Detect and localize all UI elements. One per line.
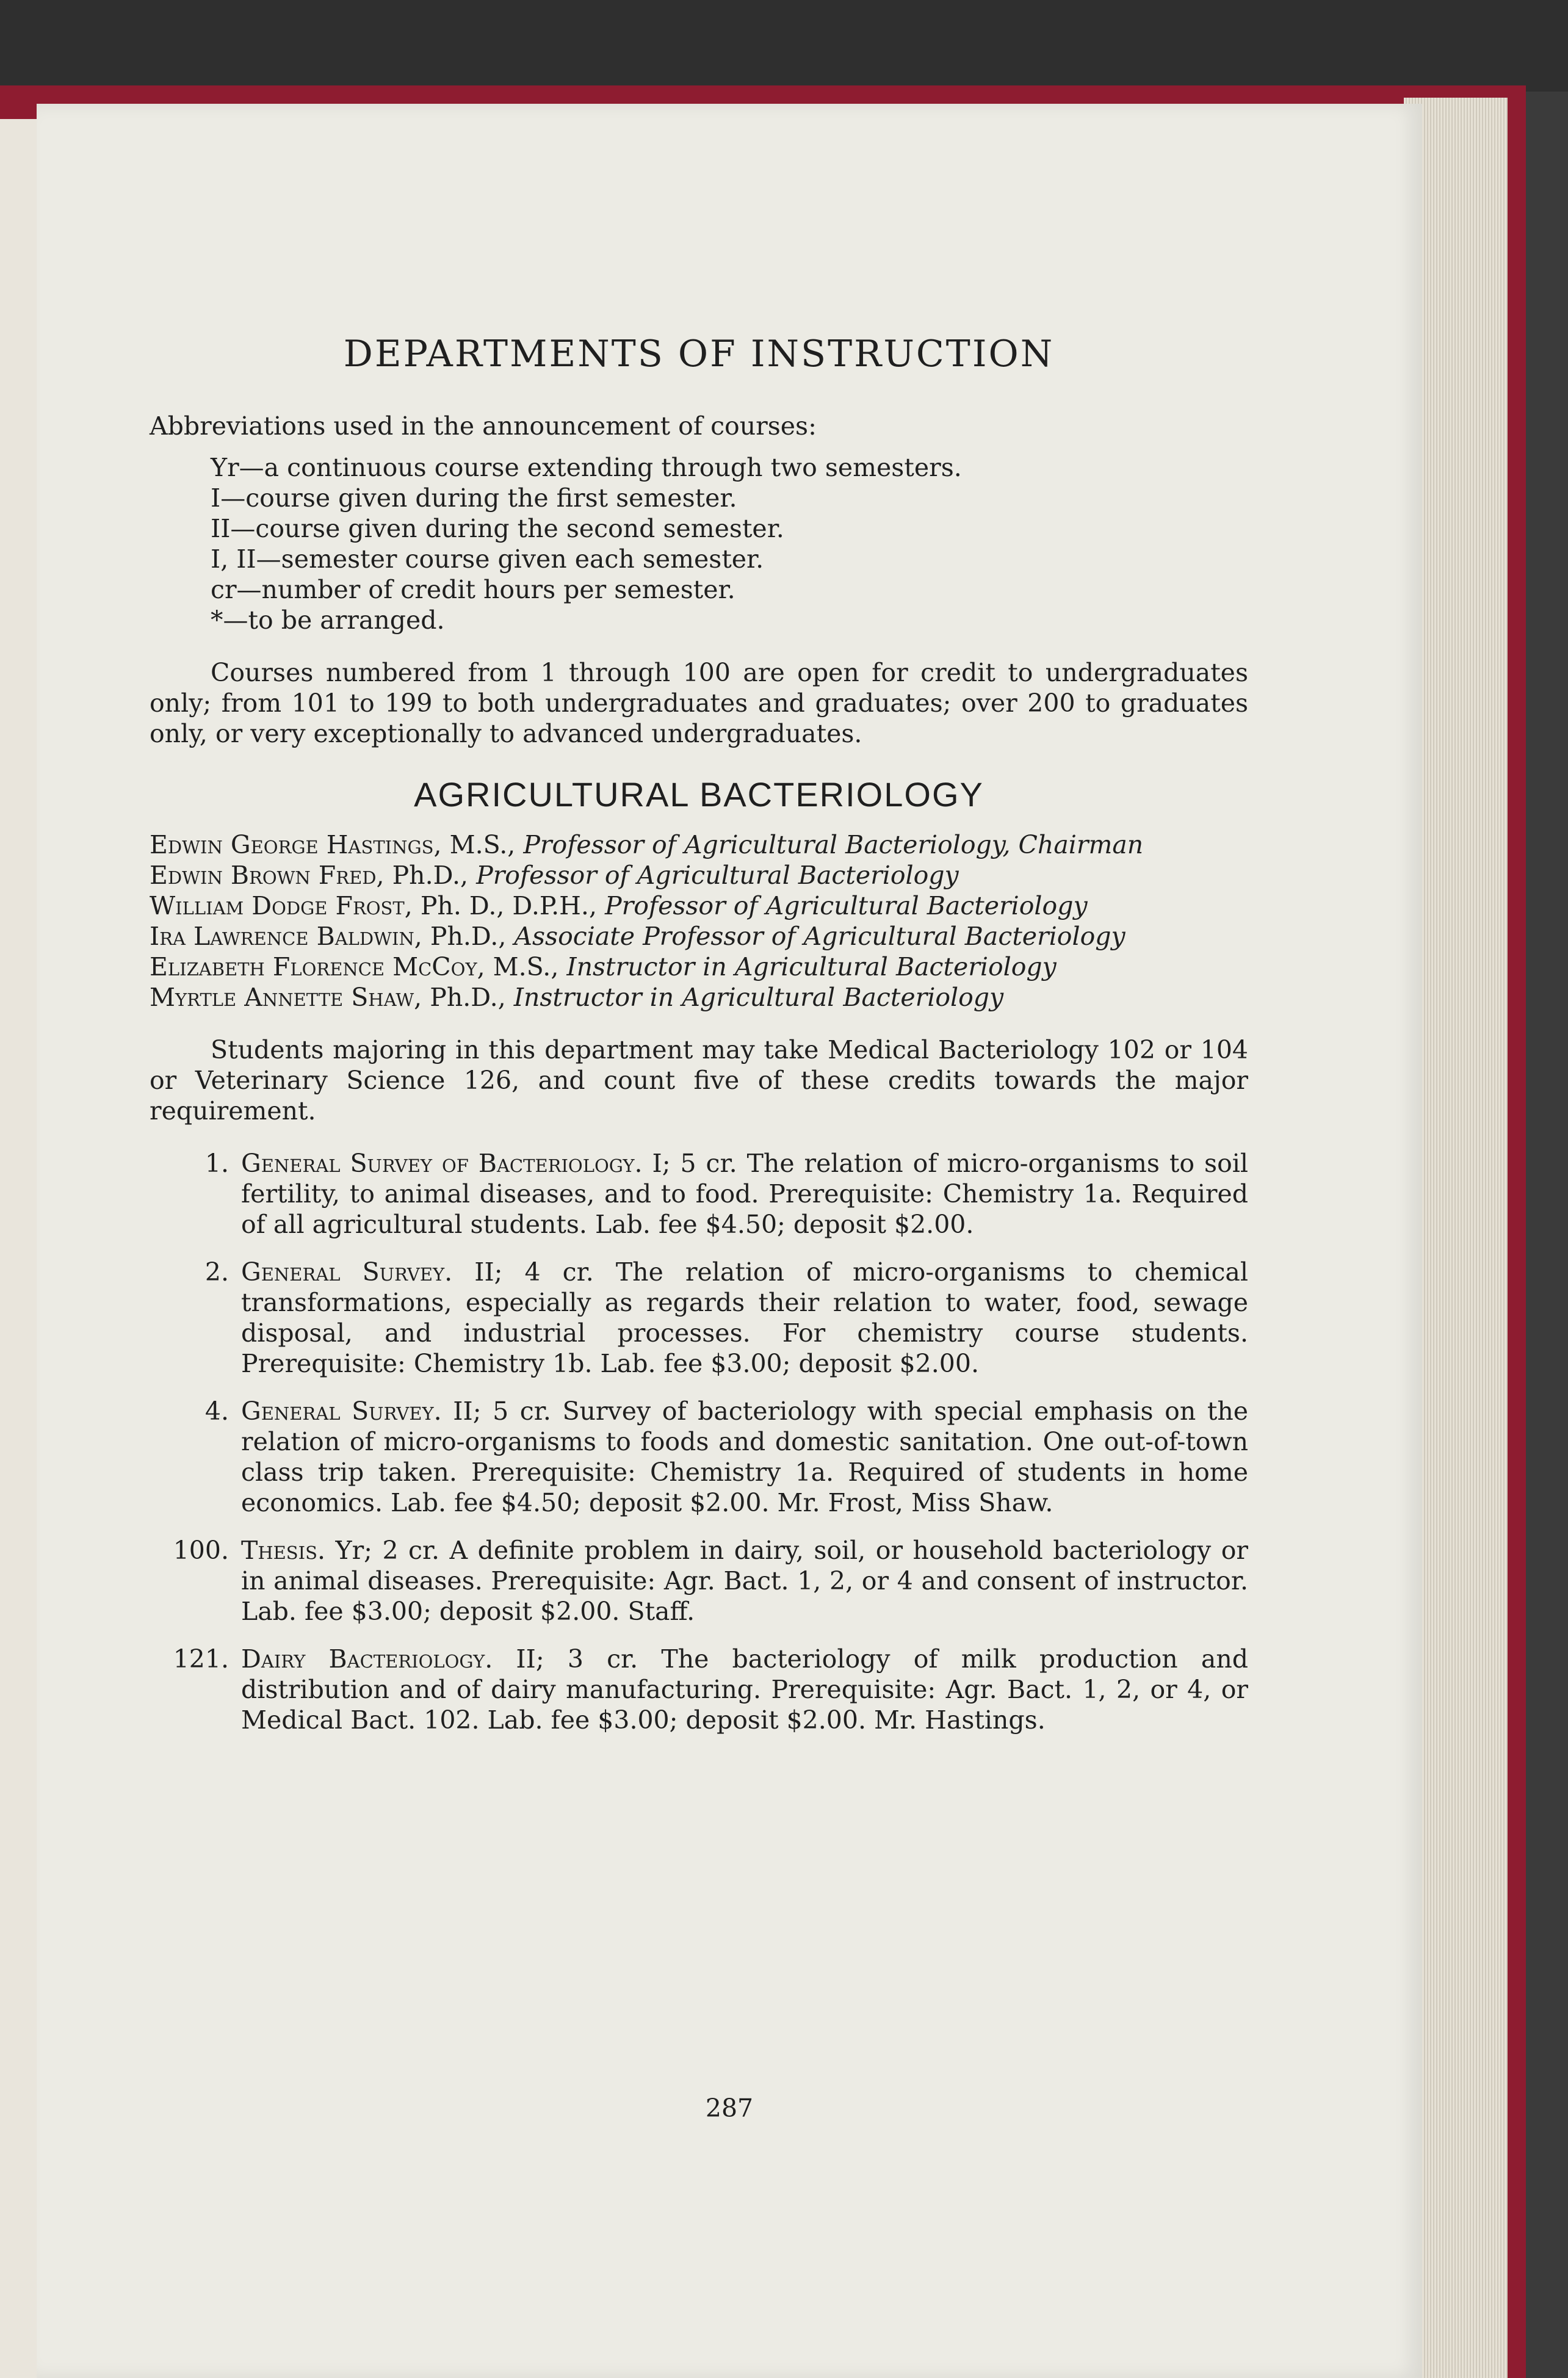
desk-background bbox=[0, 0, 1568, 92]
department-title: AGRICULTURAL BACTERIOLOGY bbox=[414, 775, 984, 814]
page-title: DEPARTMENTS OF INSTRUCTION bbox=[343, 333, 1055, 375]
course-details: II; 4 cr. The relation of micro-organisms to chemical transformations, especially as regards their relation to water, food, sewage disposal, and industrial processes. For chemistry course students. Prerequisite: Chemistry 1b. Lab. fee $3.00; deposit $2.00. bbox=[241, 1257, 1248, 1378]
course-number: 2. bbox=[204, 1257, 229, 1287]
faculty-title: Instructor in Agricultural Bacteriology bbox=[513, 983, 1004, 1012]
course-description bbox=[241, 1148, 1248, 1240]
abbreviations-intro: Abbreviations used in the announcement of courses: bbox=[150, 411, 817, 441]
faculty-member bbox=[150, 952, 1248, 982]
course-entry bbox=[150, 1535, 1248, 1627]
course-entry bbox=[150, 1396, 1248, 1518]
faculty-title: Associate Professor of Agricultural Bacteriology bbox=[514, 922, 1125, 951]
faculty-member bbox=[150, 982, 1248, 1013]
page-number: 287 bbox=[705, 2094, 754, 2123]
faculty-title: Professor of Agricultural Bacteriology, Chairman bbox=[523, 830, 1144, 859]
faculty-name: Edwin Brown Fred bbox=[150, 861, 377, 890]
facing-page-edge bbox=[0, 119, 37, 2378]
faculty-member bbox=[150, 860, 1248, 891]
faculty-title: Instructor in Agricultural Bacteriology bbox=[566, 952, 1057, 981]
course-name: General Survey of Bacteriology. bbox=[241, 1149, 643, 1178]
faculty-name: Myrtle Annette Shaw bbox=[150, 983, 414, 1012]
course-entry bbox=[150, 1148, 1248, 1240]
abbreviation-item: cr—number of credit hours per semester. bbox=[211, 575, 735, 604]
course-details: II; 5 cr. Survey of bacteriology with special emphasis on the relation of micro-organisms to foods and domestic sanitation. One out-of-town class trip taken. Prerequisite: Chemistry 1a. Required of students in home economics. Lab. fee $4.50; deposit $2.00. Mr. Frost, Miss Shaw. bbox=[241, 1397, 1249, 1517]
faculty-name: Edwin George Hastings bbox=[150, 830, 434, 859]
major-requirement-note: Students majoring in this department may take Medical Bacteriology 102 or 104 or Veterinary Science 126, and count five of these credits towards the major requirement. bbox=[150, 1035, 1248, 1126]
course-numbering-note: Courses numbered from 1 through 100 are open for credit to undergraduates only; from 101 to 199 to both undergraduates and graduates; over 200 to graduates only, or very exceptionally to advanced undergraduates. bbox=[150, 658, 1248, 748]
faculty-name: Ira Lawrence Baldwin bbox=[150, 922, 414, 951]
faculty-degrees: , Ph.D., bbox=[414, 922, 515, 951]
course-details: Yr; 2 cr. A definite problem in dairy, soil, or household bacteriology or in animal diseases. Prerequisite: Agr. Bact. 1, 2, or 4 and consent of instructor. Lab. fee $3.00; deposit $2.00. Staff. bbox=[241, 1536, 1248, 1626]
faculty-degrees: , Ph.D., bbox=[414, 983, 514, 1012]
course-description bbox=[241, 1396, 1248, 1518]
course-name: Dairy Bacteriology. bbox=[241, 1644, 493, 1674]
abbreviation-item: I, II—semester course given each semester. bbox=[211, 544, 764, 574]
abbreviation-item: II—course given during the second semester. bbox=[211, 514, 784, 543]
course-description bbox=[241, 1535, 1248, 1627]
faculty-list bbox=[150, 829, 1248, 1013]
course-description bbox=[241, 1257, 1248, 1379]
course-number: 1. bbox=[204, 1149, 229, 1178]
page-content bbox=[150, 333, 1248, 1752]
course-number: 100. bbox=[173, 1536, 229, 1565]
faculty-name: Elizabeth Florence McCoy bbox=[150, 952, 477, 981]
faculty-name: William Dodge Frost bbox=[150, 891, 405, 920]
faculty-member bbox=[150, 921, 1248, 952]
course-details: II; 3 cr. The bacteriology of milk production and distribution and of dairy manufacturing. Prerequisite: Agr. Bact. 1, 2, or 4, or Medical Bact. 102. Lab. fee $3.00; deposit $2.00. Mr. Hastings. bbox=[241, 1644, 1248, 1735]
course-list bbox=[150, 1148, 1248, 1735]
faculty-degrees: , Ph.D., bbox=[376, 861, 477, 890]
faculty-degrees: , M.S., bbox=[433, 830, 524, 859]
faculty-degrees: , Ph. D., D.P.H., bbox=[404, 891, 605, 920]
course-name: General Survey. bbox=[241, 1257, 453, 1287]
faculty-member bbox=[150, 891, 1248, 921]
course-description bbox=[241, 1644, 1248, 1735]
abbreviation-item: *—to be arranged. bbox=[211, 605, 445, 635]
abbreviation-item: I—course given during the first semester. bbox=[211, 483, 737, 513]
course-name: General Survey. bbox=[241, 1397, 442, 1426]
course-number: 121. bbox=[173, 1644, 229, 1674]
course-entry bbox=[150, 1644, 1248, 1735]
course-details: I; 5 cr. The relation of micro-organisms to soil fertility, to animal diseases, and to food. Prerequisite: Chemistry 1a. Required of all agricultural students. Lab. fee $4.50; deposit $2.00. bbox=[241, 1149, 1248, 1239]
abbreviation-item: Yr—a continuous course extending through two semesters. bbox=[211, 453, 962, 482]
faculty-member bbox=[150, 829, 1248, 860]
abbreviations-list bbox=[150, 452, 1248, 635]
faculty-degrees: , M.S., bbox=[477, 952, 567, 981]
course-name: Thesis. bbox=[241, 1536, 326, 1565]
course-entry bbox=[150, 1257, 1248, 1379]
faculty-title: Professor of Agricultural Bacteriology bbox=[476, 861, 959, 890]
course-number: 4. bbox=[204, 1397, 229, 1426]
faculty-title: Professor of Agricultural Bacteriology bbox=[605, 891, 1088, 920]
